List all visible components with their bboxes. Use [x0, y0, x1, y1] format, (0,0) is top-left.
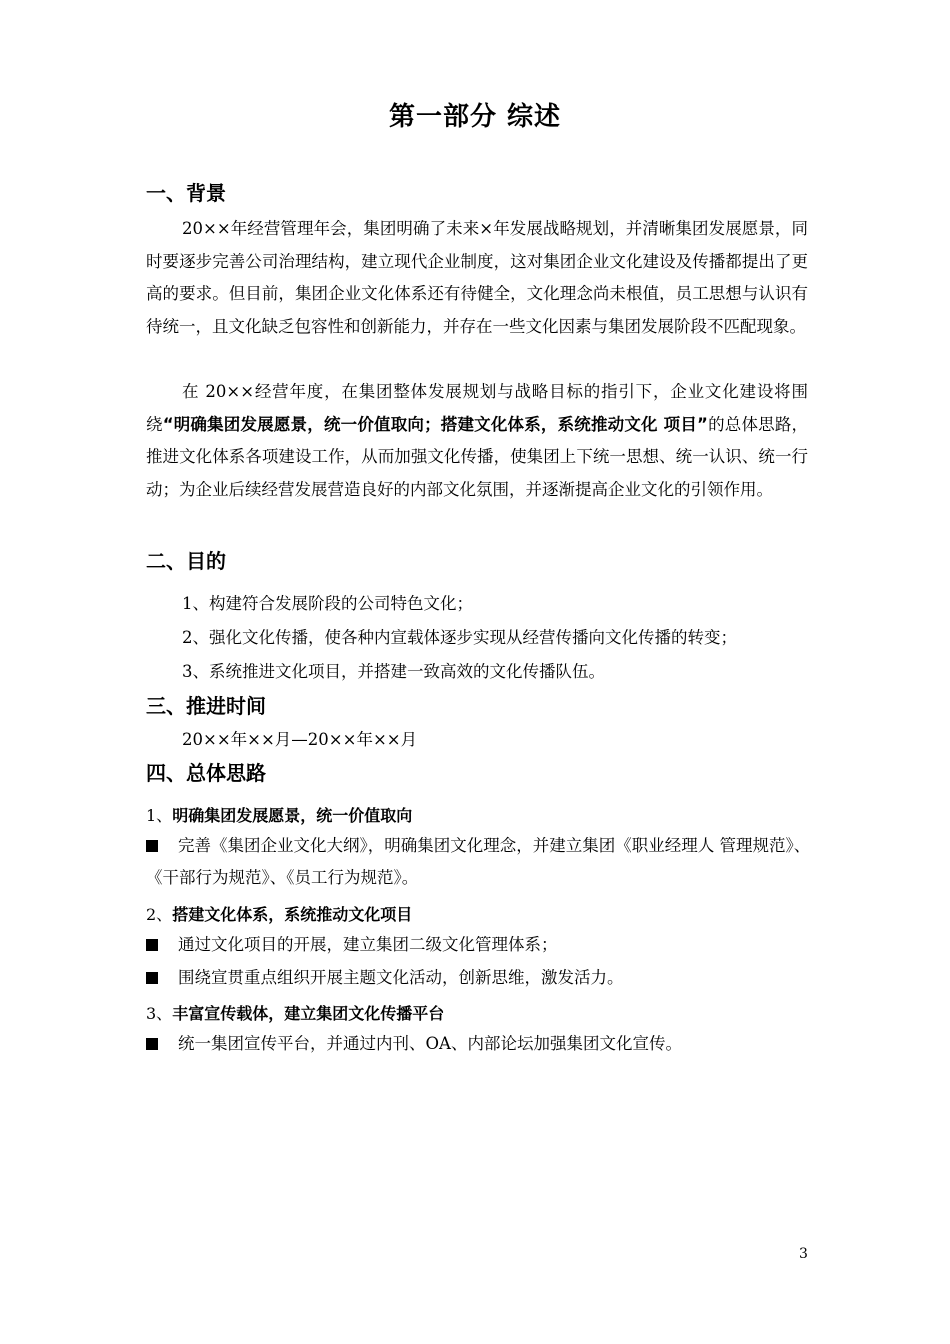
approach-group-2-bullet-2: [146, 962, 826, 994]
paragraph-background-2: [146, 376, 808, 506]
approach-group-3-title: [146, 1001, 444, 1024]
paragraph-background-1: 20××年经营管理年会，集团明确了未来×年发展战略规划，并清晰集团发展愿景，同时要逐步完善公司治理结构，建立现代企业制度，这对集团企业文化建设及传播都提出了更高的要求。但目前，集团企业文化体系还有待健全，文化理念尚未根值，员工思想与认识有待统一，且文化缺乏包容性和创新能力，并存在一些文化因素与集团发展阶段不匹配现象。: [146, 219, 808, 336]
heading-approach: 四、总体思路: [146, 761, 266, 785]
purpose-item-1: 1、构建符合发展阶段的公司特色文化；: [182, 594, 473, 613]
approach-group-2-label: 搭建文化体系，系统推动文化项目: [172, 905, 413, 924]
approach-group-2-number: 2、: [146, 905, 173, 924]
paragraph-background-2-emphasis: “明确集团发展愿景，统一价值取向；搭建文化体系，系统推动文化 项目”: [162, 414, 708, 434]
purpose-item-3: 3、系统推进文化项目，并搭建一致高效的文化传播队伍。: [182, 662, 605, 681]
approach-group-1-bullet-1: [146, 830, 826, 894]
bullet-text: 统一集团宣传平台，并通过内刊、OA、内部论坛加强集团文化宣传。: [178, 1034, 682, 1053]
approach-group-1-label: 明确集团发展愿景，统一价值取向: [172, 806, 413, 825]
approach-group-1-number: 1、: [146, 806, 173, 825]
paragraph-background-2-lead: 在 20××经营年度，在集团整体发展规划与战略目标的指引下，企业文化建设将围绕: [146, 382, 808, 434]
heading-background: 一、背景: [146, 181, 226, 205]
approach-group-1-title: [146, 803, 412, 826]
bullet-text: 围绕宣贯重点组织开展主题文化活动，创新思维，激发活力。: [178, 968, 624, 987]
bullet-text: 完善《集团企业文化大纲》，明确集团文化理念，并建立集团《职业经理人 管理规范》、《干部行为规范》、《员工行为规范》。: [146, 836, 811, 887]
approach-group-2-bullet-1: [146, 929, 826, 961]
square-bullet-icon: [146, 1038, 158, 1050]
square-bullet-icon: [146, 840, 158, 852]
heading-purpose: 二、目的: [146, 549, 226, 573]
square-bullet-icon: [146, 939, 158, 951]
heading-schedule: 三、推进时间: [146, 694, 266, 718]
purpose-item-2: 2、强化文化传播，使各种内宣载体逐步实现从经营传播向文化传播的转变；: [182, 628, 737, 647]
square-bullet-icon: [146, 972, 158, 984]
bullet-text: 通过文化项目的开展，建立集团二级文化管理体系；: [178, 935, 558, 954]
approach-group-3-number: 3、: [146, 1004, 173, 1023]
page-title: 第一部分 综述: [388, 102, 562, 132]
page-number: 3: [799, 1246, 808, 1262]
approach-group-3-bullet-1: [146, 1028, 826, 1060]
schedule-period: 20××年××月—20××年××月: [182, 730, 418, 749]
paragraph-background-2-tail: 的总体思路，推进文化体系各项建设工作，从而加强文化传播，使集团上下统一思想、统一认识、统一行动；为企业后续经营发展营造良好的内部文化氛围，并逐渐提高企业文化的引领作用。: [146, 414, 809, 499]
approach-group-2-title: [146, 902, 412, 925]
approach-group-3-label: 丰富宣传载体，建立集团文化传播平台: [172, 1004, 445, 1023]
